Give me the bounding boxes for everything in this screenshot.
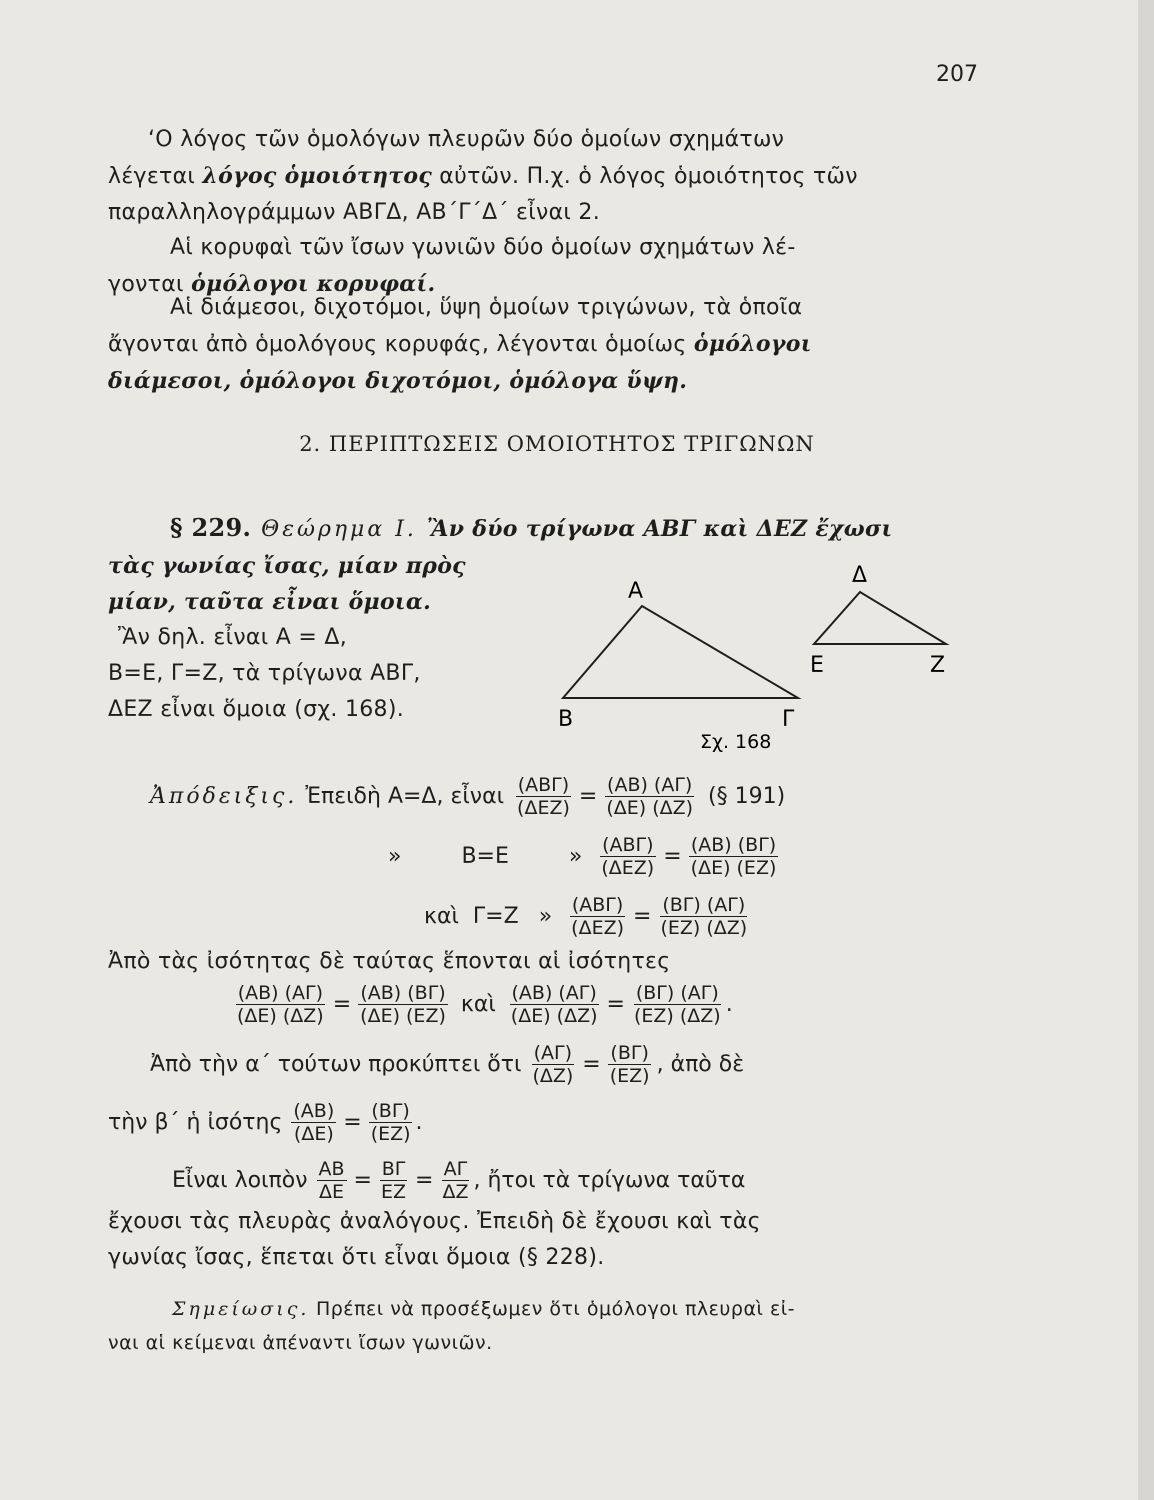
text-line: γονται ὁμόλογοι κορυφαί. (108, 271, 436, 297)
vertex-label-d: Δ (852, 563, 868, 588)
conclusion-text (108, 944, 988, 980)
conclusion-text (108, 1204, 988, 1276)
note-line: ναι αἱ κείμεναι ἀπέναντι ἴσων γωνιῶν. (108, 1332, 493, 1354)
fraction: $\frac{(AB) (A\Gamma)}{(\Delta E) (\Delta Z)}$ (606, 774, 694, 819)
note-block (108, 1292, 988, 1360)
derived-equality-line: τὴν β΄ ἡ ἰσότης $\frac{(AB)}{(\Delta E)}$ = $\frac{(B\Gamma)}{(EZ)}$ . (108, 1100, 423, 1145)
text-line: Αἱ κορυφαὶ τῶν ἴσων γωνιῶν δύο ὁμοίων σχημάτων λέ- (170, 235, 796, 260)
theorem-statement: Ἂν δύο τρίγωνα ΑΒΓ καὶ ΔΕΖ ἔχωσι (426, 516, 893, 542)
proof-equation-row: Ἀπόδειξις. Ἐπειδὴ Α=Δ, εἶναι $\frac{\text{(ΑΒΓ)}}{\text{(ΔΕΖ)}}$ = $\frac{(AB) (A\Gamma)}{(\Delta E) (\Delta Z)}$ (§ 191) (150, 774, 786, 819)
figure-caption: Σχ. 168 (700, 731, 772, 753)
fraction: $\frac{\text{(ΑΒΓ)}}{\text{(ΔΕΖ)}}$ (517, 774, 570, 819)
vertex-label-b: Β (558, 707, 574, 732)
proof-equation-row: » Β=Ε » $\frac{\text{(ΑΒΓ)}}{\text{(ΔΕΖ)}}$ = $\frac{(AB) (B\Gamma)}{(\Delta E) (EZ)}$ (388, 834, 777, 879)
fraction: $\frac{(B\Gamma) (A\Gamma)}{(EZ) (\Delta Z)}$ (660, 894, 748, 939)
fraction: $\frac{\text{(ΑΒΓ)}}{\text{(ΔΕΖ)}}$ (571, 894, 624, 939)
reference: (§ 191) (708, 784, 786, 809)
text-line: ἔχουσι τὰς πλευρὰς ἀναλόγους. Ἐπειδὴ δὲ ἔχουσι καὶ τὰς (108, 1209, 761, 1234)
equality-row: $\frac{(AB) (A\Gamma)}{(\Delta E) (\Delta Z)}$ = $\frac{(AB) (B\Gamma)}{(\Delta E) (EZ)}$ καὶ $\frac{(AB) (A\Gamma)}{(\Delta E) (\Delta Z)}$ = $\frac{(B\Gamma) (A\Gamma)}{(EZ) (\Delta Z)}$ . (237, 982, 733, 1027)
theorem-statement: μίαν, ταῦτα εἶναι ὅμοια. (108, 589, 432, 615)
theorem-name: Θεώρημα Ι. (251, 517, 427, 542)
note-label: Σημείωσις. (172, 1298, 310, 1320)
fraction: $\frac{(AB) (B\Gamma)}{(\Delta E) (EZ)}$ (360, 982, 446, 1027)
section-heading: 2. ΠΕΡΙΠΤΩΣΕΙΣ ΟΜΟΙΟΤΗΤΟΣ ΤΡΙΓΩΝΩΝ (299, 432, 815, 456)
text-line: ἄγονται ἀπὸ ὁμολόγους κορυφάς, λέγονται ὁμοίως ὁμόλογοι (108, 331, 812, 357)
fraction: $\frac{(AB) (A\Gamma)}{(\Delta E) (\Delta Z)}$ (237, 982, 324, 1027)
vertex-label-a: Α (628, 579, 644, 604)
fraction: $\frac{B\Gamma}{EZ}$ (380, 1158, 407, 1203)
term-emphasis: λόγος ὁμοιότητος (202, 163, 433, 189)
vertex-label-e: Ε (810, 653, 824, 678)
hypothesis-line: Β=Ε, Γ=Ζ, τὰ τρίγωνα ΑΒΓ, (108, 661, 421, 686)
final-proportion-line: Εἶναι λοιπὸν $\frac{AB}{\Delta E}$ = $\frac{B\Gamma}{EZ}$ = $\frac{A\Gamma}{\Delta Z}$ , ἤτοι τὰ τρίγωνα ταῦτα (172, 1158, 746, 1203)
fraction: $\frac{\text{(ΑΒΓ)}}{\text{(ΔΕΖ)}}$ (601, 834, 655, 879)
derived-equality-line: Ἀπὸ τὴν α΄ τούτων προκύπτει ὅτι $\frac{(A\Gamma)}{(\Delta Z)}$ = $\frac{(B\Gamma)}{(EZ)}$ , ἀπὸ δὲ (150, 1042, 745, 1087)
vertex-label-z: Ζ (930, 653, 946, 678)
fraction: $\frac{(B\Gamma)}{(EZ)}$ (609, 1042, 650, 1087)
paragraph-similarity-ratio (108, 122, 988, 231)
triangle-dez (814, 592, 946, 644)
page-edge (1138, 0, 1154, 1500)
fraction: $\frac{(AB) (A\Gamma)}{(\Delta E) (\Delta Z)}$ (510, 982, 598, 1027)
proof-equation-row: καὶ Γ=Ζ » $\frac{\text{(ΑΒΓ)}}{\text{(ΔΕΖ)}}$ = $\frac{(B\Gamma) (A\Gamma)}{(EZ) (\Delta Z)}$ (424, 894, 748, 939)
term-emphasis: ὁμόλογοι (693, 331, 812, 357)
text-line: διάμεσοι, ὁμόλογοι διχοτόμοι, ὁμόλογα ὕψη. (108, 368, 688, 394)
triangle-figure (548, 560, 968, 760)
fraction: $\frac{(A\Gamma)}{(\Delta Z)}$ (532, 1042, 574, 1087)
fraction: $\frac{AB}{\Delta E}$ (318, 1158, 345, 1203)
hypothesis-line: ΔΕΖ εἶναι ὅμοια (σχ. 168). (108, 697, 405, 722)
note-line: Σημείωσις. Πρέπει νὰ προσέξωμεν ὅτι ὁμόλογοι πλευραὶ εἰ- (172, 1298, 796, 1320)
paragraph-homologous-lines (108, 290, 988, 399)
text-line: παραλληλογράμμων ΑΒΓΔ, ΑΒ΄Γ΄Δ΄ εἶναι 2. (108, 200, 600, 225)
hypothesis-line: Ἂν δηλ. εἶναι Α = Δ, (118, 625, 348, 650)
fraction: $\frac{(AB) (B\Gamma)}{(\Delta E) (EZ)}$ (690, 834, 777, 879)
fraction: $\frac{(AB)}{(\Delta E)}$ (293, 1100, 335, 1145)
text-line: ‘Ο λόγος τῶν ὁμολόγων πλευρῶν δύο ὁμοίων σχημάτων (148, 127, 785, 152)
text-line: γωνίας ἴσας, ἕπεται ὅτι εἶναι ὅμοια (§ 228). (108, 1245, 605, 1270)
text-line: λέγεται λόγος ὁμοιότητος αὐτῶν. Π.χ. ὁ λόγος ὁμοιότητος τῶν (108, 163, 858, 189)
section-number: § 229. (170, 513, 252, 542)
theorem-title-line (108, 510, 988, 548)
fraction: $\frac{A\Gamma}{\Delta Z}$ (442, 1158, 469, 1203)
fraction: $\frac{(B\Gamma)}{(EZ)}$ (370, 1100, 411, 1145)
vertex-label-g: Γ (782, 707, 795, 732)
proof-label: Ἀπόδειξις. (150, 784, 298, 809)
page-number: 207 (936, 62, 978, 87)
term-emphasis: ὁμόλογοι κορυφαί. (191, 271, 436, 297)
triangle-abg (563, 606, 798, 698)
theorem-statement: τὰς γωνίας ἴσας, μίαν πρὸς (108, 553, 466, 579)
fraction: $\frac{(B\Gamma) (A\Gamma)}{(EZ) (\Delta Z)}$ (633, 982, 721, 1027)
text-line: Αἱ διάμεσοι, διχοτόμοι, ὕψη ὁμοίων τριγώνων, τὰ ὁποῖα (170, 295, 803, 320)
text-line: Ἀπὸ τὰς ἰσότητας δὲ ταύτας ἕπονται αἱ ἰσότητες (108, 949, 671, 974)
